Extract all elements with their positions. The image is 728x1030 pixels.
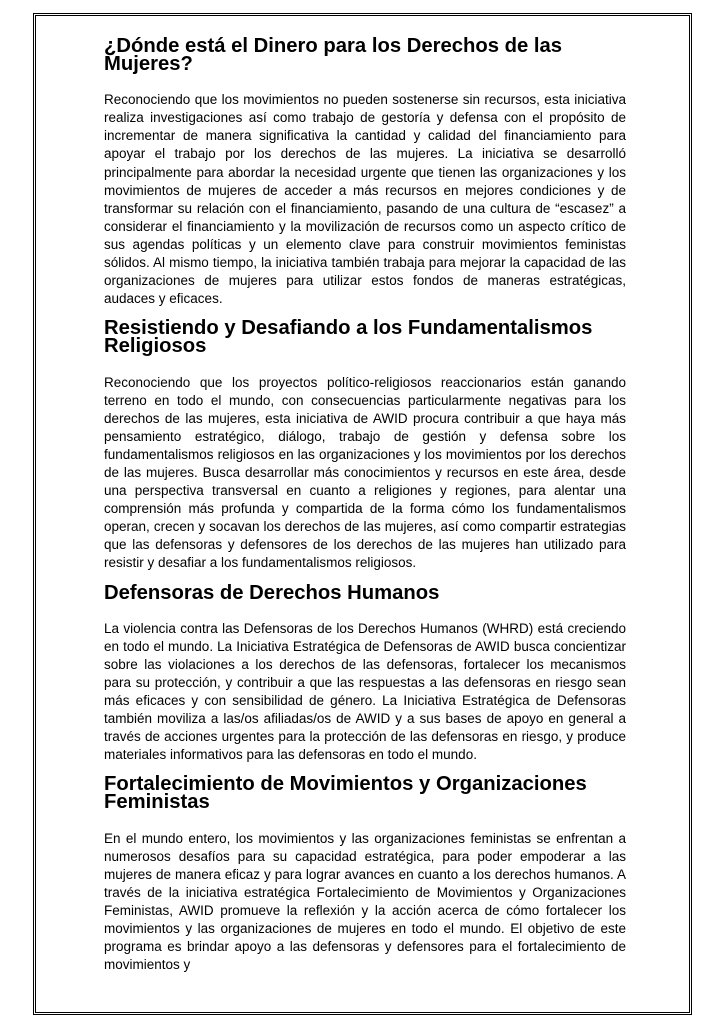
section-body: Reconociendo que los proyectos político-religiosos reaccionarios están ganando terreno en todo el mundo, con consecuencias particularmente negativas para los derechos de las mujeres, esta iniciativa de AWID procura contribuir a que haya más pensamiento estratégico, diálogo, trabajo de gestión y defensa sobre los fundamentalismos religiosos en las organizaciones y los movimientos por los derechos de las mujeres. Busca desarrollar más conocimientos y recursos en este área, desde una perspectiva transversal en cuanto a religiones y regiones, para alentar una comprensión más profunda y compartida de la forma cómo los fundamentalismos operan, crecen y socavan los derechos de las mujeres, así como compartir estrategias que las defensoras y defensores de los derechos de las mujeres han utilizado para resistir y desafiar a los fundamentalismos religiosos. xyxy=(104,374,626,571)
section-feminist-movements xyxy=(104,775,626,974)
section-defenders xyxy=(104,581,626,776)
section-fundamentalisms xyxy=(104,319,626,583)
section-title: Defensoras de Derechos Humanos xyxy=(104,581,440,604)
section-title: Resistiendo y Desafiando a los Fundamentalismos Religiosos xyxy=(104,317,593,358)
section-body: En el mundo entero, los movimientos y las organizaciones feministas se enfrentan a numerosos desafíos para su capacidad estratégica, para poder empoderar a las mujeres de manera eficaz y para lograr avances en cuanto a los derechos humanos. A través de la iniciativa estratégica Fortalecimiento de Movimientos y Organizaciones Feministas, AWID promueve la reflexión y la acción acerca de cómo fortalecer los movimientos y las organizaciones de mujeres en todo el mundo. El objetivo de este programa es brindar apoyo a las defensoras y defensores para el fortalecimiento de movimientos y xyxy=(104,830,626,973)
section-body: Reconociendo que los movimientos no pueden sostenerse sin recursos, esta iniciativa realiza investigaciones así como trabajo de gestoría y defensa con el propósito de incrementar de manera significativa la cantidad y calidad del financiamiento para apoyar el trabajo por los derechos de las mujeres. La iniciativa se desarrolló principalmente para abordar la necesidad urgente que tienen las organizaciones y los movimientos de mujeres de acceder a más recursos en mejores condiciones y de transformar su relación con el financiamiento, pasando de una cultura de “escasez” a considerar el financiamiento y la movilización de recursos como un aspecto crítico de sus agendas políticas y un elemento clave para construir movimientos feministas sólidos. Al mismo tiempo, la iniciativa también trabaja para mejorar la capacidad de las organizaciones de mujeres para utilizar estos fondos de maneras estratégicas, audaces y eficaces. xyxy=(104,92,626,307)
section-body: La violencia contra las Defensoras de los Derechos Humanos (WHRD) está creciendo en todo el mundo. La Iniciativa Estratégica de Defensoras de AWID busca concientizar sobre las violaciones a los derechos de las defensoras, fortalecer los mecanismos para su protección, y contribuir a que las respuestas a las defensoras en riesgo sean más eficaces y con sensibilidad de género. La Iniciativa Estratégica de Defensoras también moviliza a las/os afiliadas/os de AWID y a sus bases de apoyo en general a través de acciones urgentes para la protección de las defensoras en riesgo, y produce materiales informativos para las defensoras en todo el mundo. xyxy=(104,620,626,763)
section-title: Fortalecimiento de Movimientos y Organizaciones Feministas xyxy=(104,773,587,814)
section-title: ¿Dónde está el Dinero para los Derechos de las Mujeres? xyxy=(104,35,563,76)
section-funding xyxy=(104,37,626,319)
document-content xyxy=(104,37,626,974)
